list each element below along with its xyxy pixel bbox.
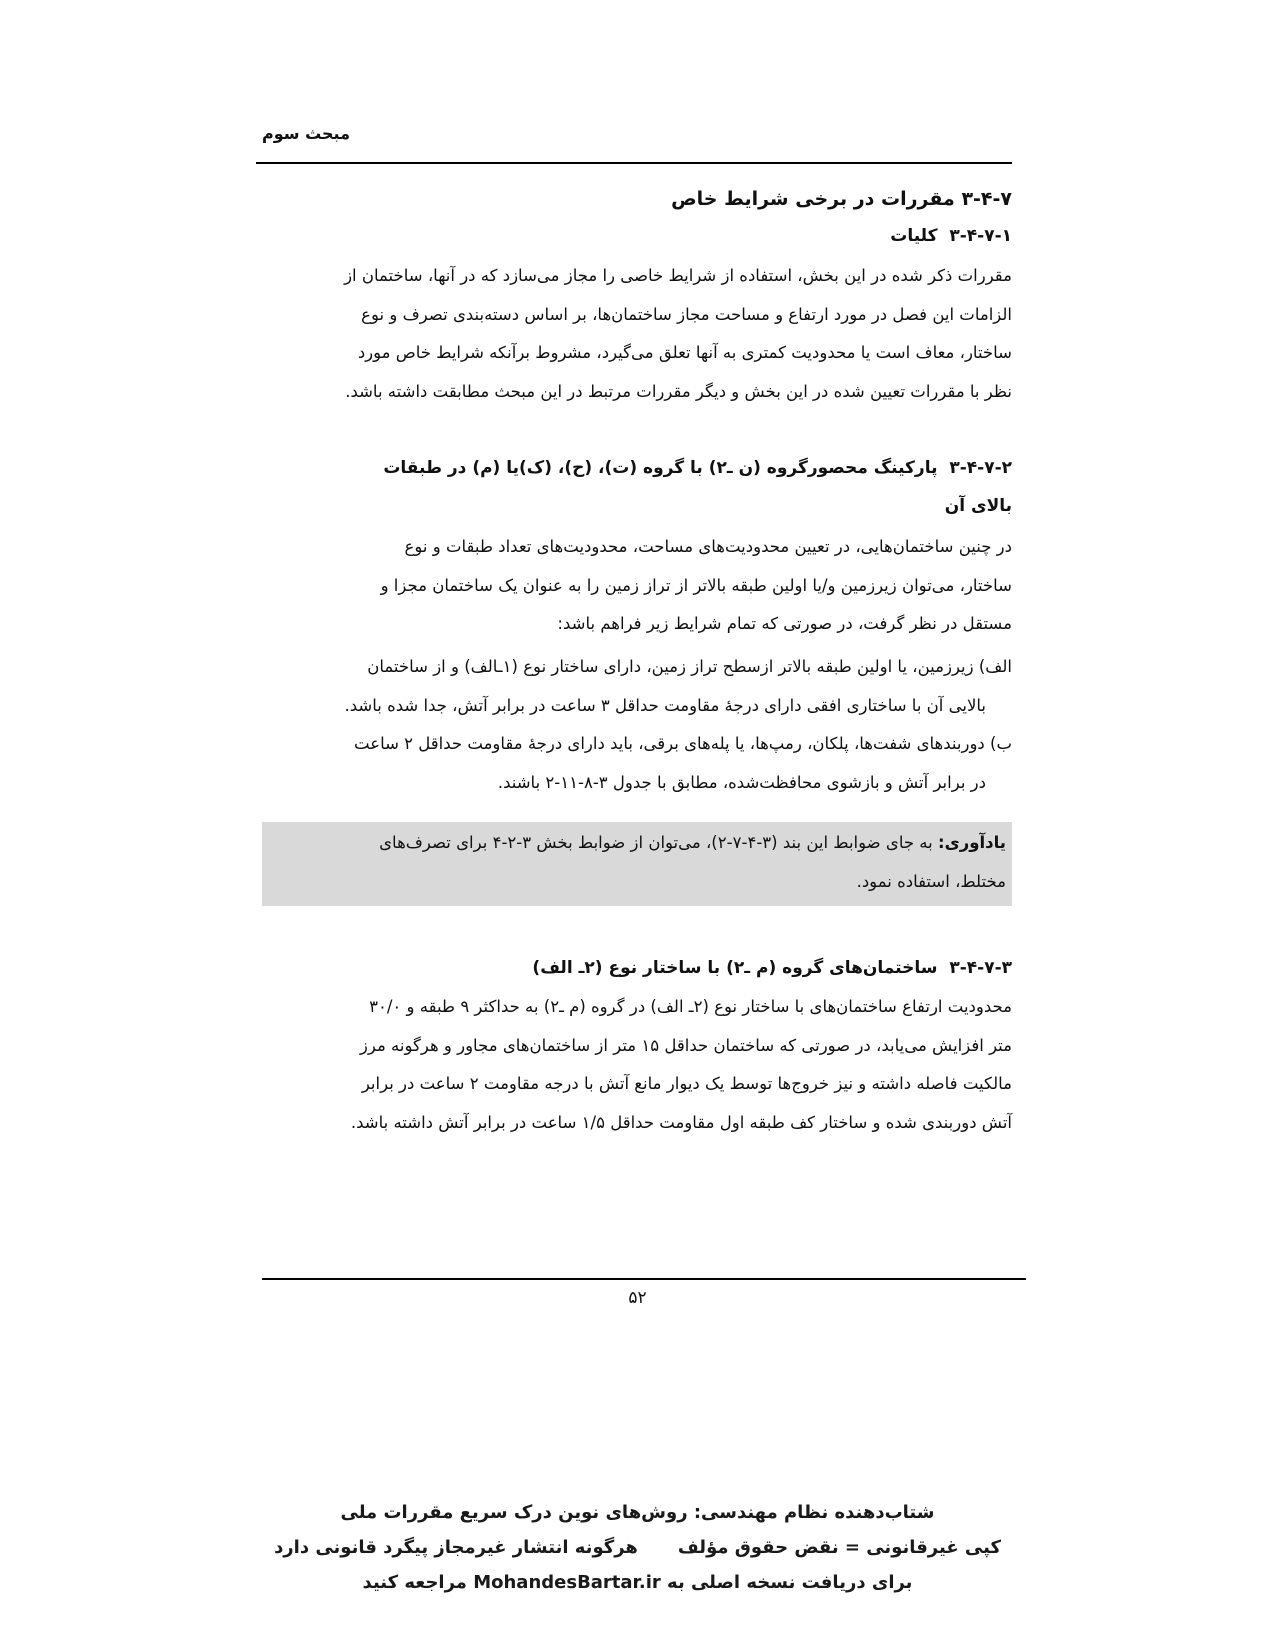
body-line: نظر با مقررات تعیین شده در این بخش و دیگر مقررات مرتبط در این مبحث مطابقت داشته باشد. xyxy=(345,381,1012,401)
subsection-number: ۳-۴-۷-۳ xyxy=(949,958,1012,978)
note-label: یادآوری: xyxy=(938,833,1006,852)
list-item-alef xyxy=(262,648,1012,725)
section-heading-3-4-7 xyxy=(262,180,1012,218)
subsection-title-line1: پارکینگ محصورگروه (ن ـ۲) با گروه (ت)، (ح)، (ک)یا (م) در طبقات xyxy=(383,458,938,478)
watermark-line-1: شتاب‌دهنده نظام مهندسی: روش‌های نوین درک سریع مقررات ملی xyxy=(340,1502,935,1523)
list-item-line: الف) زیرزمین، یا اولین طبقه بالاتر ازسطح تراز زمین، دارای ساختار نوع (۱ـالف) و از ساختمان xyxy=(367,657,1012,676)
body-line: در چنین ساختمان‌هایی، در تعیین محدودیت‌های مساحت، محدودیت‌های تعداد طبقات و نوع xyxy=(404,537,1012,556)
header-rule xyxy=(256,162,1012,164)
watermark-line-2 xyxy=(0,1530,1275,1565)
body-line: مالکیت فاصله داشته و نیز خروج‌ها توسط یک دیوار مانع آتش با درجه مقاومت ۲ ساعت در برابر xyxy=(361,1074,1012,1093)
list-item-line: در برابر آتش و بازشوی محافظت‌شده، مطابق با جدول ۳-۸-۱۱-۲ باشند. xyxy=(497,772,986,792)
watermark-line-3: برای دریافت نسخه اصلی به MohandesBartar.ir مراجعه کنید xyxy=(362,1572,913,1593)
body-line: مستقل در نظر گرفت، در صورتی که تمام شرایط زیر فراهم باشد: xyxy=(557,614,1012,633)
body-line: محدودیت ارتفاع ساختمان‌های با ساختار نوع (۲ـ الف) در گروه (م ـ۲) به حداکثر ۹ طبقه و ۳۰/۰ xyxy=(369,997,1012,1016)
note-box xyxy=(262,822,1012,906)
watermark-legal: هرگونه انتشار غیرمجاز پیگرد قانونی دارد xyxy=(274,1537,638,1558)
subsection-heading-2 xyxy=(262,449,1012,525)
subsection-title: کلیات xyxy=(890,226,938,246)
body-line: ساختار، می‌توان زیرزمین و/یا اولین طبقه بالاتر از تراز زمین را به عنوان یک ساختمان مجزا و xyxy=(380,575,1012,595)
body-line: ساختار، معاف است یا محدودیت کمتری به آنها تعلق می‌گیرد، مشروط برآنکه شرایط خاص مورد xyxy=(357,343,1012,362)
footer-rule xyxy=(262,1278,1026,1280)
list-item-line: ب) دوربندهای شفت‌ها، پلکان، رمپ‌ها، یا پله‌های برقی، باید دارای درجهٔ مقاومت حداقل ۲ ساعت xyxy=(354,734,1012,753)
list-item-be xyxy=(262,725,1012,802)
subsection-2-body xyxy=(262,528,1012,644)
section-number: ۳-۴-۷ xyxy=(961,188,1012,210)
page-number: ۵۲ xyxy=(628,1288,647,1308)
note-text: به جای ضوابط این بند (۳-۴-۷-۲)، می‌توان از ضوابط بخش ۳-۲-۴ برای تصرف‌های xyxy=(379,833,938,852)
subsection-heading-3 xyxy=(262,949,1012,987)
subsection-title-line2: بالای آن xyxy=(944,496,1012,516)
body-line: آتش دوربندی شده و ساختار کف طبقه اول مقاومت حداقل ۱/۵ ساعت در برابر آتش داشته باشد. xyxy=(350,1112,1012,1132)
list-item-line: بالایی آن با ساختاری افقی دارای درجهٔ مقاومت حداقل ۳ ساعت در برابر آتش، جدا شده باشد. xyxy=(344,695,986,715)
subsection-3-body xyxy=(262,988,1012,1142)
watermark-copyright: کپی غیرقانونی = نقض حقوق مؤلف xyxy=(677,1537,1001,1558)
subsection-number: ۳-۴-۷-۱ xyxy=(949,226,1012,246)
section-title: مقررات در برخی شرایط خاص xyxy=(671,188,955,210)
body-line: الزامات این فصل در مورد ارتفاع و مساحت مجاز ساختمان‌ها، بر اساس دسته‌بندی تصرف و نوع xyxy=(361,304,1012,324)
body-line: متر افزایش می‌یابد، در صورتی که ساختمان حداقل ۱۵ متر از ساختمان‌های مجاور و هرگونه مرز xyxy=(359,1035,1012,1055)
note-text: مختلط، استفاده نمود. xyxy=(856,871,1006,891)
subsection-number: ۳-۴-۷-۲ xyxy=(949,458,1012,478)
body-line: مقررات ذکر شده در این بخش، استفاده از شرایط خاصی را مجاز می‌سازد که در آنها، ساختمان از xyxy=(344,266,1012,285)
subsection-1-body xyxy=(262,257,1012,411)
running-header-title: مبحث سوم xyxy=(262,124,350,143)
subsection-heading-1 xyxy=(262,217,1012,255)
subsection-title: ساختمان‌های گروه (م ـ۲) با ساختار نوع (۲ـ الف) xyxy=(532,958,938,978)
